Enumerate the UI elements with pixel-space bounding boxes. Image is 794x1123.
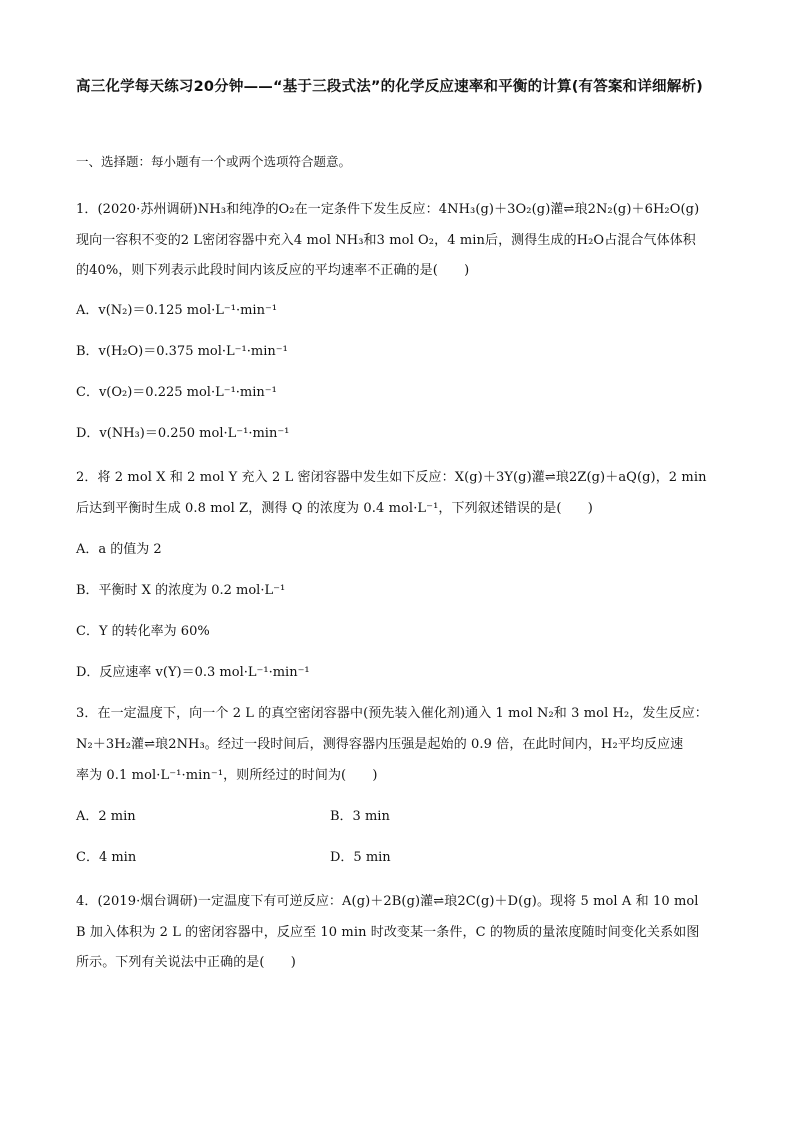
q1-option-d: D．v(NH₃)＝0.250 mol·L⁻¹·min⁻¹: [76, 426, 290, 441]
q1-stem-line-1: 1．(2020·苏州调研)NH₃和纯净的O₂在一定条件下发生反应：4NH₃(g)＋3O₂(g)灌⇌琅2N₂(g)＋6H₂O(g): [76, 202, 700, 217]
q2-option-c: C．Y 的转化率为 60%: [76, 624, 210, 639]
section-heading: 一、选择题：每小题有一个或两个选项符合题意。: [76, 154, 352, 169]
q3-stem-line-3: 率为 0.1 mol·L⁻¹·min⁻¹，则所经过的时间为( ): [76, 768, 378, 783]
q1-option-b: B．v(H₂O)＝0.375 mol·L⁻¹·min⁻¹: [76, 344, 288, 359]
q3-option-a: A．2 min: [76, 809, 136, 824]
q2-option-b: B．平衡时 X 的浓度为 0.2 mol·L⁻¹: [76, 583, 286, 598]
q2-stem-line-1: 2．将 2 mol X 和 2 mol Y 充入 2 L 密闭容器中发生如下反应：X(g)＋3Y(g)灌⇌琅2Z(g)＋aQ(g)，2 min: [76, 470, 707, 485]
q3-option-c: C．4 min: [76, 850, 137, 865]
q2-option-d: D．反应速率 v(Y)＝0.3 mol·L⁻¹·min⁻¹: [76, 665, 310, 680]
q1-stem-line-3: 的40%，则下列表示此段时间内该反应的平均速率不正确的是( ): [76, 263, 470, 278]
q3-stem-line-2: N₂＋3H₂灌⇌琅2NH₃。经过一段时间后，测得容器内压强是起始的 0.9 倍，在此时间内，H₂平均反应速: [76, 737, 684, 752]
q4-stem-line-1: 4．(2019·烟台调研)一定温度下有可逆反应：A(g)＋2B(g)灌⇌琅2C(g)＋D(g)。现将 5 mol A 和 10 mol: [76, 894, 699, 909]
q3-stem-line-1: 3．在一定温度下，向一个 2 L 的真空密闭容器中(预先装入催化剂)通入 1 mol N₂和 3 mol H₂，发生反应：: [76, 706, 708, 721]
q3-option-b: B．3 min: [330, 809, 390, 824]
q3-option-d: D．5 min: [330, 850, 391, 865]
q4-stem-line-3: 所示。下列有关说法中正确的是( ): [76, 955, 296, 970]
q1-option-c: C．v(O₂)＝0.225 mol·L⁻¹·min⁻¹: [76, 385, 277, 400]
page-title: 高三化学每天练习20分钟——“基于三段式法”的化学反应速率和平衡的计算(有答案和详细解析): [76, 79, 703, 95]
q2-stem-line-2: 后达到平衡时生成 0.8 mol Z，测得 Q 的浓度为 0.4 mol·L⁻¹，下列叙述错误的是( ): [76, 501, 593, 516]
q2-option-a: A．a 的值为 2: [76, 542, 162, 557]
q1-option-a: A．v(N₂)＝0.125 mol·L⁻¹·min⁻¹: [76, 303, 278, 318]
q4-stem-line-2: B 加入体积为 2 L 的密闭容器中，反应至 10 min 时改变某一条件，C 的物质的量浓度随时间变化关系如图: [76, 925, 700, 940]
q1-stem-line-2: 现向一容积不变的2 L密闭容器中充入4 mol NH₃和3 mol O₂，4 min后，测得生成的H₂O占混合气体体积: [76, 233, 696, 248]
